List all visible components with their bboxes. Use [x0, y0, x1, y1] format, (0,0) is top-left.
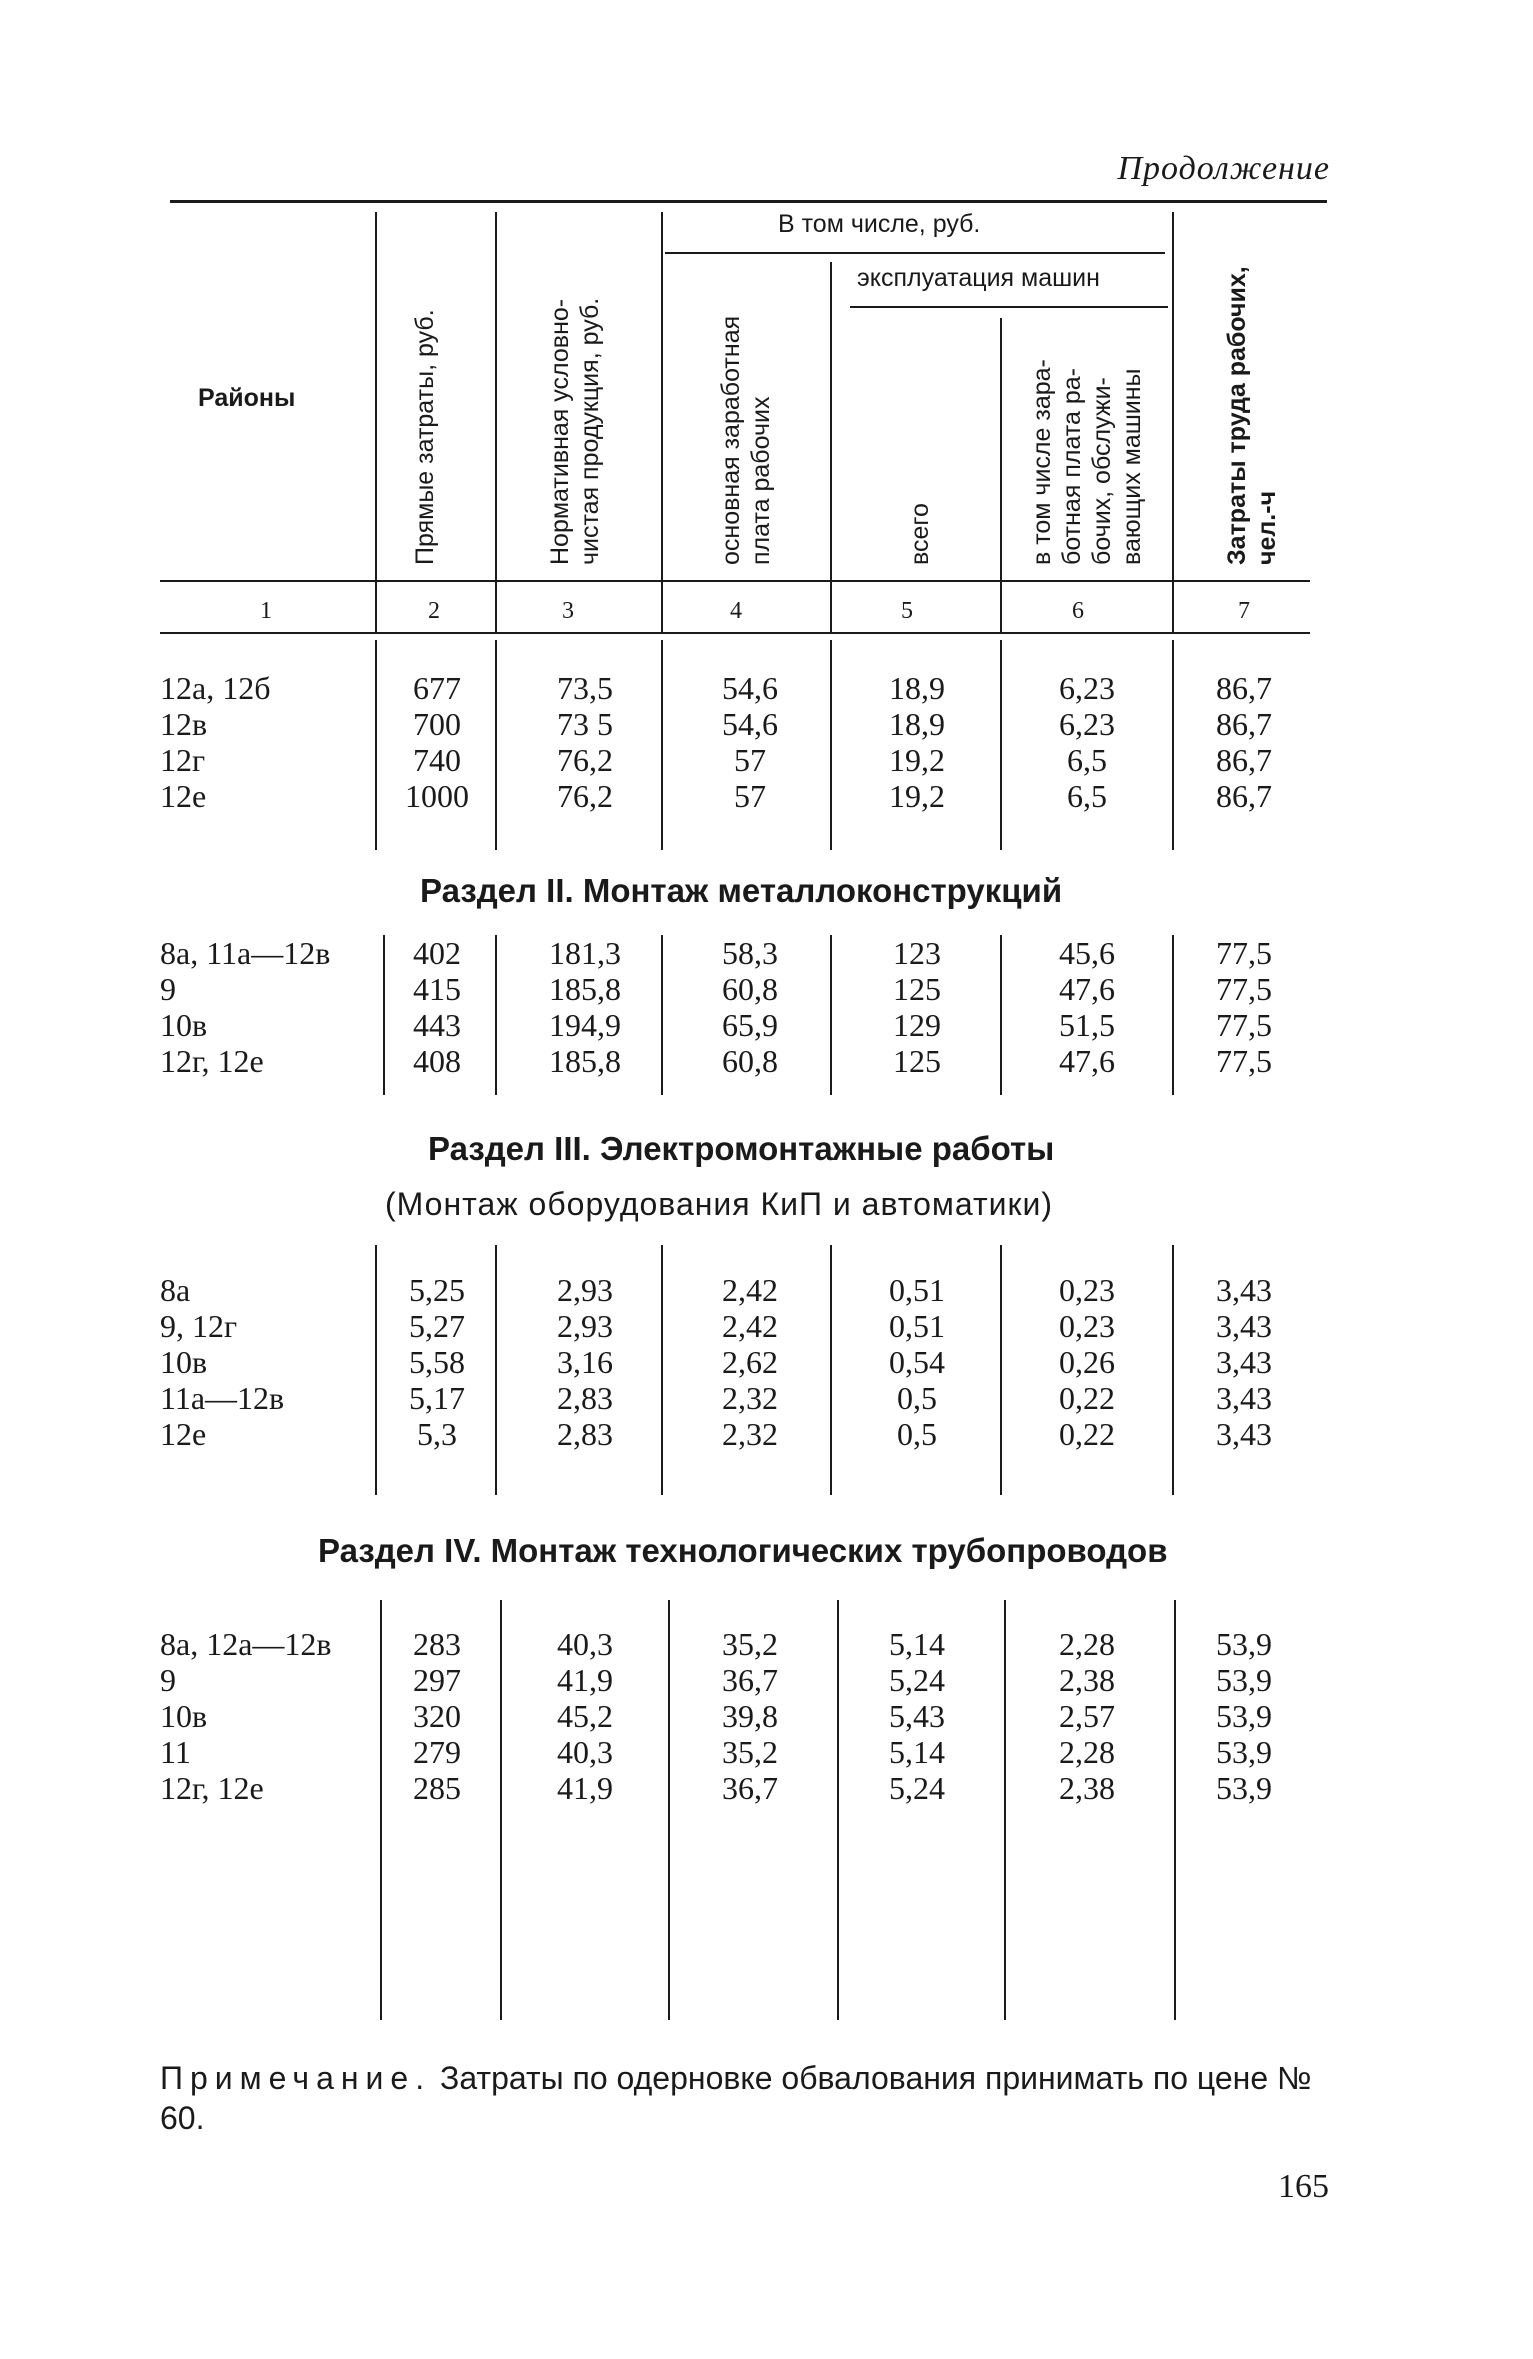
section3-title: Раздел III. Электромонтажные работы [428, 1130, 1055, 1167]
value-cell: 45,6 [1059, 935, 1115, 971]
block2-sep-5 [1000, 935, 1002, 1095]
value-cell: 740 [413, 742, 461, 778]
value-cell: 5,27 [409, 1308, 465, 1344]
value-cell: 2,42 [722, 1308, 778, 1344]
value-cell: 39,8 [722, 1698, 778, 1734]
value-cell: 47,6 [1059, 971, 1115, 1007]
value-cell: 443 [413, 1007, 461, 1043]
value-cell: 86,7 [1216, 742, 1272, 778]
value-cell: 53,9 [1216, 1770, 1272, 1806]
block1-sep-3 [661, 640, 663, 850]
value-cell: 36,7 [722, 1770, 778, 1806]
value-cell: 40,3 [557, 1626, 613, 1662]
value-cell: 5,43 [889, 1698, 945, 1734]
column-header-machines: эксплуатация машин [857, 264, 1100, 292]
value-cell: 76,2 [557, 778, 613, 814]
value-cell: 54,6 [722, 706, 778, 742]
value-cell: 5,17 [409, 1380, 465, 1416]
group-rule [665, 252, 1165, 254]
value-cell: 181,3 [549, 935, 621, 971]
section3-subtitle: (Монтаж оборудования КиП и автоматики) [385, 1186, 1054, 1222]
page-number: 165 [1278, 2168, 1329, 2205]
column-header-wages-line2: плата рабочих [747, 396, 775, 565]
value-cell: 185,8 [549, 1043, 621, 1079]
value-cell: 6,5 [1067, 742, 1107, 778]
district-cell: 12г [160, 742, 206, 778]
value-cell: 53,9 [1216, 1698, 1272, 1734]
value-cell: 6,5 [1067, 778, 1107, 814]
block2-sep-3 [661, 935, 663, 1095]
value-cell: 279 [413, 1734, 461, 1770]
block4-sep-3 [668, 1600, 670, 2020]
value-cell: 41,9 [557, 1770, 613, 1806]
section2-title: Раздел II. Монтаж металлоконструкций [420, 872, 1063, 909]
header-sep-3 [661, 212, 663, 632]
district-cell: 8а [160, 1272, 191, 1308]
value-cell: 35,2 [722, 1626, 778, 1662]
header-bottom-rule [160, 580, 1310, 582]
value-cell: 45,2 [557, 1698, 613, 1734]
value-cell: 5,14 [889, 1734, 945, 1770]
block3-sep-3 [661, 1245, 663, 1495]
value-cell: 19,2 [889, 778, 945, 814]
column-header-operator-wages-line4: вающих машины [1118, 368, 1146, 565]
column-number-3: 3 [562, 598, 574, 624]
value-cell: 0,5 [897, 1380, 937, 1416]
value-cell: 18,9 [889, 706, 945, 742]
value-cell: 0,5 [897, 1416, 937, 1452]
value-cell: 3,43 [1216, 1272, 1272, 1308]
block1-sep-4 [830, 640, 832, 850]
value-cell: 5,24 [889, 1662, 945, 1698]
column-number-7: 7 [1238, 598, 1250, 624]
value-cell: 3,43 [1216, 1416, 1272, 1452]
column-header-normative-line1: Нормативная условно- [546, 298, 574, 565]
column-header-operator-wages-line2: ботная плата ра- [1058, 368, 1086, 565]
header-sep-5 [1000, 318, 1002, 632]
value-cell: 73 5 [557, 706, 613, 742]
value-cell: 2,83 [557, 1416, 613, 1452]
block1-sep-5 [1000, 640, 1002, 850]
value-cell: 2,32 [722, 1416, 778, 1452]
district-cell: 12г, 12е [160, 1043, 264, 1079]
value-cell: 129 [893, 1007, 941, 1043]
district-cell: 8а, 11а—12в [160, 935, 331, 971]
district-cell: 12г, 12е [160, 1770, 264, 1806]
district-cell: 12е [160, 778, 207, 814]
block3-sep-4 [830, 1245, 832, 1495]
value-cell: 5,14 [889, 1626, 945, 1662]
value-cell: 2,62 [722, 1344, 778, 1380]
district-cell: 11а—12в [160, 1380, 285, 1416]
value-cell: 6,23 [1059, 706, 1115, 742]
value-cell: 2,38 [1059, 1662, 1115, 1698]
column-header-districts: Районы [198, 384, 296, 412]
column-number-4: 4 [730, 598, 742, 624]
value-cell: 0,22 [1059, 1380, 1115, 1416]
column-header-operator-wages-line1: в том числе зара- [1028, 359, 1056, 565]
value-cell: 86,7 [1216, 670, 1272, 706]
value-cell: 77,5 [1216, 935, 1272, 971]
value-cell: 76,2 [557, 742, 613, 778]
value-cell: 2,42 [722, 1272, 778, 1308]
value-cell: 0,22 [1059, 1416, 1115, 1452]
block2-sep-4 [830, 935, 832, 1095]
value-cell: 5,58 [409, 1344, 465, 1380]
value-cell: 1000 [405, 778, 469, 814]
block4-sep-4 [837, 1600, 839, 2020]
block4-sep-2 [500, 1600, 502, 2020]
value-cell: 73,5 [557, 670, 613, 706]
column-header-group: В том числе, руб. [778, 210, 981, 238]
block3-sep-5 [1000, 1245, 1002, 1495]
column-number-6: 6 [1072, 598, 1084, 624]
value-cell: 320 [413, 1698, 461, 1734]
district-cell: 12а, 12б [160, 670, 271, 706]
section4-title: Раздел IV. Монтаж технологических трубопроводов [318, 1532, 1168, 1569]
value-cell: 185,8 [549, 971, 621, 1007]
value-cell: 58,3 [722, 935, 778, 971]
district-cell: 10в [160, 1007, 208, 1043]
column-header-labor-line1: Затраты труда рабочих, [1223, 266, 1251, 565]
value-cell: 2,93 [557, 1308, 613, 1344]
value-cell: 3,16 [557, 1344, 613, 1380]
district-cell: 8а, 12а—12в [160, 1626, 332, 1662]
district-cell: 12в [160, 706, 208, 742]
value-cell: 18,9 [889, 670, 945, 706]
value-cell: 77,5 [1216, 1043, 1272, 1079]
district-cell: 9 [160, 1662, 176, 1698]
column-header-labor-line2: чел.-ч [1253, 490, 1281, 565]
header-sep-2 [495, 212, 497, 632]
column-header-operator-wages-line3: бочих, обслужи- [1088, 377, 1116, 565]
column-header-normative-line2: чистая продукция, руб. [576, 297, 604, 565]
value-cell: 5,3 [417, 1416, 457, 1452]
block3-sep-2 [495, 1245, 497, 1495]
block3-sep-6 [1172, 1245, 1174, 1495]
district-cell: 9 [160, 971, 176, 1007]
column-number-5: 5 [901, 598, 913, 624]
value-cell: 0,51 [889, 1308, 945, 1344]
district-cell: 10в [160, 1344, 208, 1380]
value-cell: 41,9 [557, 1662, 613, 1698]
block4-sep-6 [1174, 1600, 1176, 2020]
header-sep-1 [375, 212, 377, 632]
value-cell: 2,83 [557, 1380, 613, 1416]
value-cell: 2,28 [1059, 1626, 1115, 1662]
value-cell: 86,7 [1216, 778, 1272, 814]
value-cell: 125 [893, 971, 941, 1007]
block4-sep-5 [1004, 1600, 1006, 2020]
value-cell: 2,93 [557, 1272, 613, 1308]
value-cell: 194,9 [549, 1007, 621, 1043]
header-sep-4 [830, 262, 832, 632]
value-cell: 40,3 [557, 1734, 613, 1770]
value-cell: 36,7 [722, 1662, 778, 1698]
value-cell: 57 [734, 742, 766, 778]
value-cell: 0,51 [889, 1272, 945, 1308]
value-cell: 3,43 [1216, 1344, 1272, 1380]
value-cell: 402 [413, 935, 461, 971]
value-cell: 285 [413, 1770, 461, 1806]
value-cell: 5,24 [889, 1770, 945, 1806]
value-cell: 53,9 [1216, 1734, 1272, 1770]
column-number-2: 2 [428, 598, 440, 624]
value-cell: 408 [413, 1043, 461, 1079]
value-cell: 0,26 [1059, 1344, 1115, 1380]
district-cell: 9, 12г [160, 1308, 238, 1344]
value-cell: 0,54 [889, 1344, 945, 1380]
block1-sep-2 [495, 640, 497, 850]
value-cell: 86,7 [1216, 706, 1272, 742]
value-cell: 19,2 [889, 742, 945, 778]
footnote-label: Примечание. [160, 2060, 432, 2096]
district-cell: 11 [160, 1734, 191, 1770]
value-cell: 53,9 [1216, 1662, 1272, 1698]
value-cell: 677 [413, 670, 461, 706]
column-header-wages-line1: основная заработная [717, 315, 745, 565]
value-cell: 415 [413, 971, 461, 1007]
value-cell: 700 [413, 706, 461, 742]
value-cell: 2,32 [722, 1380, 778, 1416]
column-header-direct-costs: Прямые затраты, руб. [411, 309, 439, 565]
column-number-1: 1 [260, 598, 272, 624]
district-cell: 12е [160, 1416, 207, 1452]
numbers-bottom-rule [160, 632, 1310, 634]
value-cell: 125 [893, 1043, 941, 1079]
value-cell: 47,6 [1059, 1043, 1115, 1079]
footnote [160, 2058, 1340, 2138]
footnote-text: Затраты по одерновке обвалования принимать по цене № 60. [160, 2060, 1312, 2136]
value-cell: 3,43 [1216, 1308, 1272, 1344]
value-cell: 60,8 [722, 1043, 778, 1079]
header-top-rule [170, 200, 1327, 203]
value-cell: 0,23 [1059, 1308, 1115, 1344]
value-cell: 297 [413, 1662, 461, 1698]
block2-sep-2 [495, 935, 497, 1095]
value-cell: 123 [893, 935, 941, 971]
value-cell: 3,43 [1216, 1380, 1272, 1416]
value-cell: 2,38 [1059, 1770, 1115, 1806]
value-cell: 2,57 [1059, 1698, 1115, 1734]
header-sep-6 [1172, 212, 1174, 632]
district-cell: 10в [160, 1698, 208, 1734]
value-cell: 54,6 [722, 670, 778, 706]
value-cell: 0,23 [1059, 1272, 1115, 1308]
value-cell: 57 [734, 778, 766, 814]
value-cell: 51,5 [1059, 1007, 1115, 1043]
block2-sep-6 [1172, 935, 1174, 1095]
value-cell: 2,28 [1059, 1734, 1115, 1770]
block1-sep-6 [1172, 640, 1174, 850]
machines-rule [850, 306, 1168, 308]
value-cell: 65,9 [722, 1007, 778, 1043]
value-cell: 77,5 [1216, 1007, 1272, 1043]
value-cell: 60,8 [722, 971, 778, 1007]
value-cell: 5,25 [409, 1272, 465, 1308]
value-cell: 53,9 [1216, 1626, 1272, 1662]
column-header-total: всего [906, 503, 934, 565]
value-cell: 35,2 [722, 1734, 778, 1770]
value-cell: 6,23 [1059, 670, 1115, 706]
value-cell: 77,5 [1216, 971, 1272, 1007]
value-cell: 283 [413, 1626, 461, 1662]
continuation-label: Продолжение [1117, 150, 1330, 187]
